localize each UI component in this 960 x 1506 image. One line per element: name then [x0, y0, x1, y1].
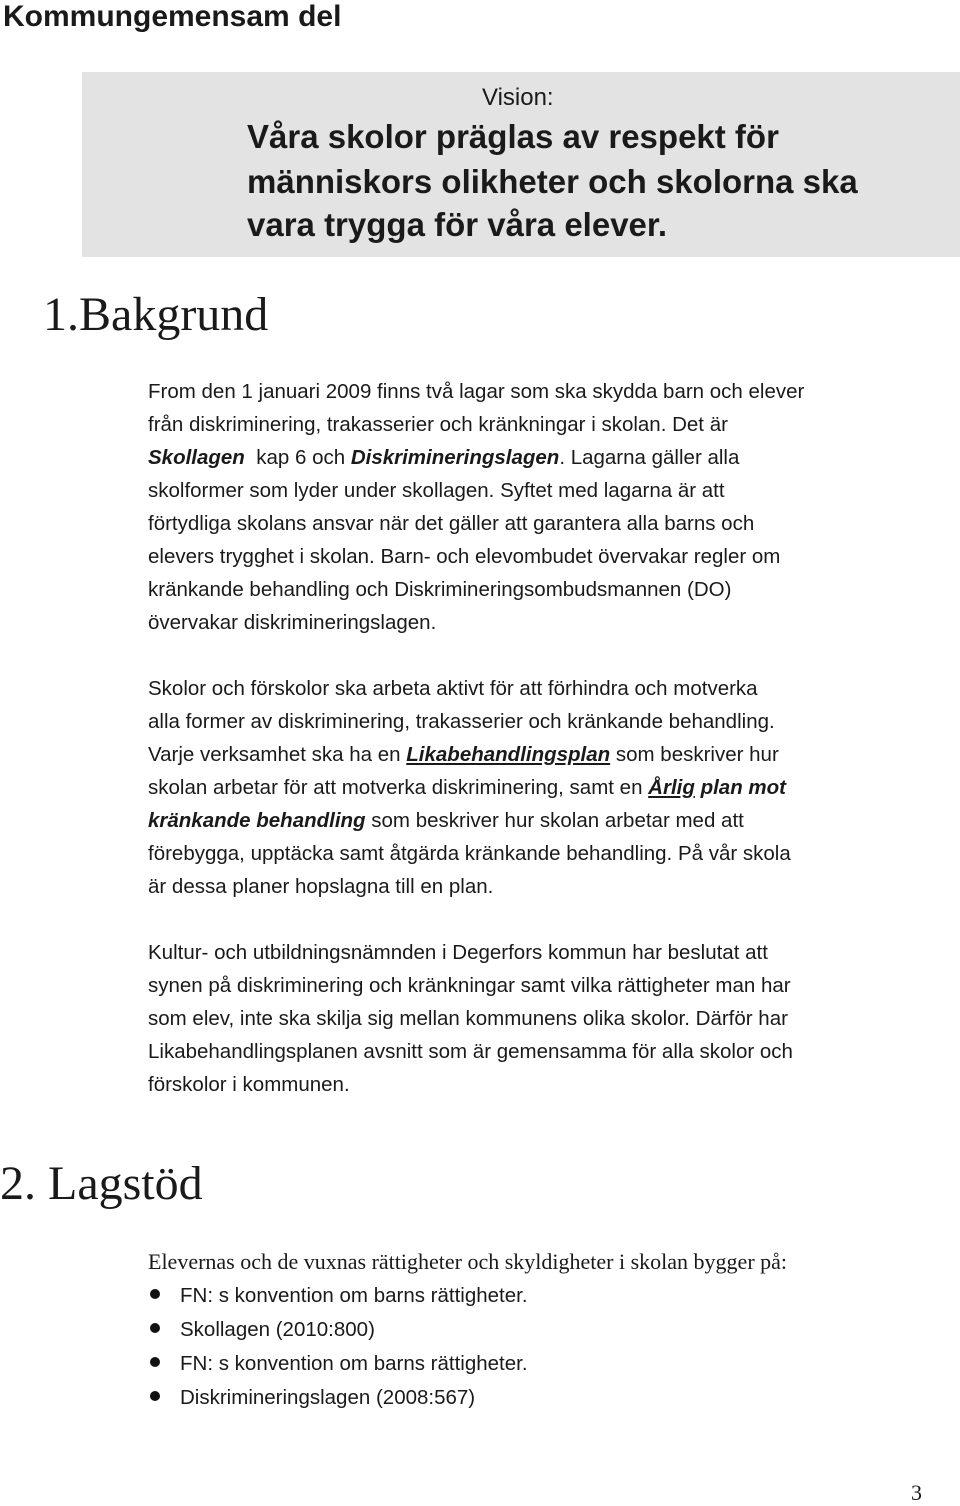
law-name-skollagen: Skollagen — [148, 446, 245, 469]
paragraph-line — [148, 446, 739, 470]
section-heading-bakgrund: 1.Bakgrund — [43, 288, 269, 341]
likabehandlingsplan-term: Likabehandlingsplan — [406, 743, 611, 766]
list-item — [148, 1284, 528, 1308]
text-span: som beskriver hur — [610, 743, 779, 766]
paragraph-line: synen på diskriminering och kränkningar samt vilka rättigheter man har — [148, 974, 791, 997]
paragraph-line: Kultur- och utbildningsnämnden i Degerfors kommun har beslutat att — [148, 941, 768, 964]
bullet-icon — [150, 1323, 160, 1333]
paragraph-line: från diskriminering, trakasserier och kränkningar i skolan. Det är — [148, 413, 728, 436]
list-item-label: FN: s konvention om barns rättigheter. — [180, 1352, 528, 1375]
vision-line: Våra skolor präglas av respekt för — [247, 118, 779, 155]
paragraph-line: Skolor och förskolor ska arbeta aktivt för att förhindra och motverka — [148, 677, 758, 700]
section-heading-lagstod: 2. Lagstöd — [0, 1157, 203, 1210]
vision-line: vara trygga för våra elever. — [247, 206, 668, 243]
paragraph-line: förebygga, upptäcka samt åtgärda kränkande behandling. På vår skola — [148, 842, 791, 865]
paragraph-line: skolformer som lyder under skollagen. Syftet med lagarna är att — [148, 479, 725, 502]
paragraph-line — [148, 776, 786, 800]
text-span: som beskriver hur skolan arbetar med att — [365, 809, 744, 832]
paragraph-line — [148, 743, 779, 767]
text-span: . Lagarna gäller alla — [559, 446, 740, 469]
bullet-icon — [150, 1357, 160, 1367]
list-item — [148, 1318, 375, 1342]
paragraph-line: Likabehandlingsplanen avsnitt som är gemensamma för alla skolor och — [148, 1040, 793, 1063]
text-span: Varje verksamhet ska ha en — [148, 743, 407, 766]
paragraph-line: elevers trygghet i skolan. Barn- och elevombudet övervakar regler om — [148, 545, 781, 568]
page-number: 3 — [911, 1480, 922, 1505]
law-name-diskrimineringslagen: Diskrimineringslagen — [350, 446, 560, 469]
paragraph-line: kränkande behandling och Diskrimineringsombudsmannen (DO) — [148, 578, 732, 601]
paragraph-line: From den 1 januari 2009 finns två lagar som ska skydda barn och elever — [148, 380, 805, 403]
list-item-label: Diskrimineringslagen (2008:567) — [180, 1386, 476, 1409]
paragraph-line: förskolor i kommunen. — [148, 1073, 350, 1096]
paragraph-line — [148, 809, 744, 833]
bullet-icon — [150, 1289, 160, 1299]
bullet-icon — [150, 1391, 160, 1401]
list-item — [148, 1352, 528, 1376]
text-span: kap 6 och — [244, 446, 351, 469]
paragraph-line: förtydliga skolans ansvar när det gäller att garantera alla barns och — [148, 512, 755, 535]
paragraph-line: är dessa planer hopslagna till en plan. — [148, 875, 494, 898]
lagstod-intro: Elevernas och de vuxnas rättigheter och skyldigheter i skolan bygger på: — [148, 1249, 788, 1274]
krankande-behandling-term: kränkande behandling — [148, 809, 366, 832]
text-span: skolan arbetar för att motverka diskriminering, samt en — [148, 776, 649, 799]
vision-label: Vision: — [482, 84, 554, 111]
list-item-label: FN: s konvention om barns rättigheter. — [180, 1284, 528, 1307]
paragraph-line: som elev, inte ska skilja sig mellan kommunens olika skolor. Därför har — [148, 1007, 788, 1030]
paragraph-line: alla former av diskriminering, trakasserier och kränkande behandling. — [148, 710, 775, 733]
vision-line: människors olikheter och skolorna ska — [247, 163, 858, 200]
page-title: Kommungemensam del — [3, 0, 342, 33]
list-item-label: Skollagen (2010:800) — [180, 1318, 375, 1341]
plan-mot-term: plan mot — [694, 776, 786, 799]
paragraph-line: övervakar diskrimineringslagen. — [148, 611, 437, 634]
list-item — [148, 1386, 475, 1410]
arlig-term: Årlig — [648, 776, 695, 799]
